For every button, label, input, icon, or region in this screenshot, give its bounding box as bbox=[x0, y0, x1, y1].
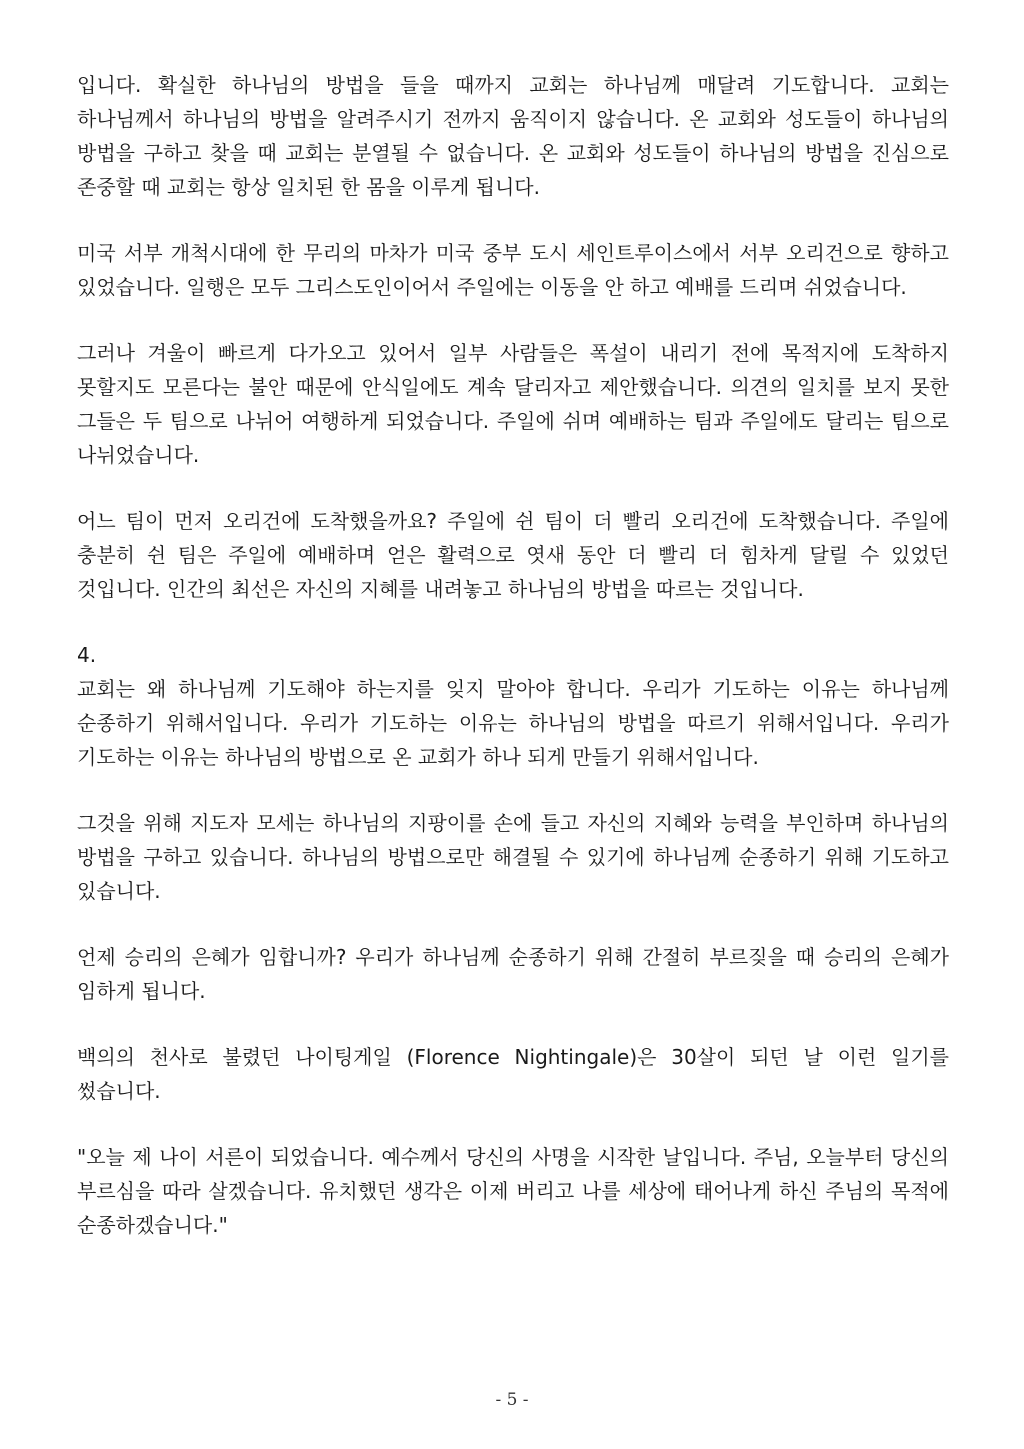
page-number: - 5 - bbox=[495, 1390, 529, 1410]
quote-paragraph: "오늘 제 나이 서른이 되었습니다. 예수께서 당신의 사명을 시작한 날입니다. 주님, 오늘부터 당신의 부르심을 따라 살겠습니다. 유치했던 생각은 이제 버리고 나를 세상에 태어나게 하신 주님의 목적에 순종하겠습니다." bbox=[77, 1145, 949, 1237]
body-paragraph: 어느 팀이 먼저 오리건에 도착했을까요? 주일에 쉰 팀이 더 빨리 오리건에 도착했습니다. 주일에 충분히 쉰 팀은 주일에 예배하며 얻은 활력으로 엿새 동안 더 빨리 더 힘차게 달릴 수 있었던 것입니다. 인간의 최선은 자신의 지혜를 내려놓고 하나님의 방법을 따르는 것입니다. bbox=[77, 509, 949, 601]
body-paragraph: 그것을 위해 지도자 모세는 하나님의 지팡이를 손에 들고 자신의 지혜와 능력을 부인하며 하나님의 방법을 구하고 있습니다. 하나님의 방법으로만 해결될 수 있기에 하나님께 순종하기 위해 기도하고 있습니다. bbox=[77, 811, 949, 903]
body-paragraph: 입니다. 확실한 하나님의 방법을 들을 때까지 교회는 하나님께 매달려 기도합니다. 교회는 하나님께서 하나님의 방법을 알려주시기 전까지 움직이지 않습니다. 온 교회와 성도들이 하나님의 방법을 구하고 찾을 때 교회는 분열될 수 없습니다. 온 교회와 성도들이 하나님의 방법을 진심으로 존중할 때 교회는 항상 일치된 한 몸을 이루게 됩니다. bbox=[77, 73, 949, 199]
body-paragraph: 언제 승리의 은혜가 임합니까? 우리가 하나님께 순종하기 위해 간절히 부르짖을 때 승리의 은혜가 임하게 됩니다. bbox=[77, 945, 949, 1003]
body-paragraph: 백의의 천사로 불렸던 나이팅게일 (Florence Nightingale)은 30살이 되던 날 이런 일기를 썼습니다. bbox=[77, 1045, 949, 1103]
body-paragraph: 교회는 왜 하나님께 기도해야 하는지를 잊지 말아야 합니다. 우리가 기도하는 이유는 하나님께 순종하기 위해서입니다. 우리가 기도하는 이유는 하나님의 방법을 따르기 위해서입니다. 우리가 기도하는 이유는 하나님의 방법으로 온 교회가 하나 되게 만들기 위해서입니다. bbox=[77, 677, 949, 769]
document-body bbox=[77, 68, 949, 1274]
section-number: 4. bbox=[77, 643, 97, 667]
body-paragraph: 미국 서부 개척시대에 한 무리의 마차가 미국 중부 도시 세인트루이스에서 서부 오리건으로 향하고 있었습니다. 일행은 모두 그리스도인이어서 주일에는 이동을 안 하고 예배를 드리며 쉬었습니다. bbox=[77, 241, 949, 299]
body-paragraph: 그러나 겨울이 빠르게 다가오고 있어서 일부 사람들은 폭설이 내리기 전에 목적지에 도착하지 못할지도 모른다는 불안 때문에 안식일에도 계속 달리자고 제안했습니다. 의견의 일치를 보지 못한 그들은 두 팀으로 나뉘어 여행하게 되었습니다. 주일에 쉬며 예배하는 팀과 주일에도 달리는 팀으로 나뉘었습니다. bbox=[77, 341, 949, 467]
